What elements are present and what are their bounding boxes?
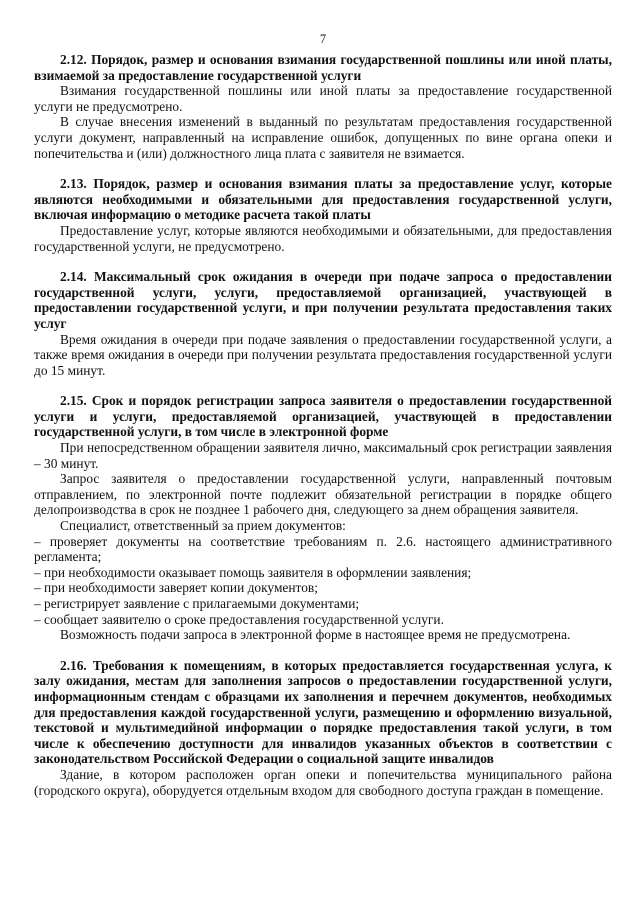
paragraph: Здание, в котором расположен орган опеки и попечительства муниципального района (городского округа), оборудуется отдельным входом для свободного доступа граждан в помещение. — [34, 766, 612, 798]
list-item: – при необходимости заверяет копии документов; — [34, 580, 318, 596]
section-2-16 — [34, 658, 612, 798]
paragraph: В случае внесения изменений в выданный по результатам предоставления государственной услуги документ, направленный на исправление ошибок, допущенных по вине органа опеки и попечительства и (или) должностного лица плата с заявителя не взимается. — [34, 114, 612, 161]
list-item: – проверяет документы на соответствие требованиям п. 2.6. настоящего административного регламента; — [34, 533, 612, 565]
page-number: 7 — [319, 32, 327, 46]
section-heading: 2.15. Срок и порядок регистрации запроса заявителя о предоставлении государственной услуги и услуги, предоставляемой организацией, участвующей в предоставлении государственной услуги, в том числе в электронной форме — [34, 393, 612, 440]
paragraph: Возможность подачи запроса в электронной форме в настоящее время не предусмотрена. — [60, 627, 571, 643]
paragraph: Специалист, ответственный за прием документов: — [60, 518, 346, 534]
section-2-12 — [34, 52, 612, 161]
paragraph: Запрос заявителя о предоставлении государственной услуги, направленный почтовым отправлением, по электронной почте подлежит обязательной регистрации в порядке общего делопроизводства в срок не позднее 1 рабочего дня, следующего за днем обращения заявителя. — [34, 471, 612, 518]
section-heading: 2.13. Порядок, размер и основания взимания платы за предоставление услуг, которые являются необходимыми и обязательными для предоставления государственной услуги, включая информацию о методике расчета такой платы — [34, 176, 612, 223]
section-2-14 — [34, 269, 612, 378]
section-2-13 — [34, 176, 612, 254]
paragraph: Предоставление услуг, которые являются необходимыми и обязательными, для предоставления государственной услуги, не предусмотрено. — [34, 222, 612, 254]
paragraph: При непосредственном обращении заявителя лично, максимальный срок регистрации заявления – 30 минут. — [34, 440, 612, 471]
list-item: – сообщает заявителю о сроке предоставления государственной услуги. — [34, 611, 444, 627]
list-item: – регистрирует заявление с прилагаемыми документами; — [34, 596, 360, 611]
paragraph: Взимания государственной пошлины или иной платы за предоставление государственной услуги не предусмотрено. — [34, 83, 612, 114]
section-2-15 — [34, 393, 612, 643]
section-heading: 2.12. Порядок, размер и основания взимания государственной пошлины или иной платы, взимаемой за предоставление государственной услуги — [34, 52, 612, 83]
paragraph: Время ожидания в очереди при подаче заявления о предоставлении государственной услуги, а также время ожидания в очереди при получении результата предоставления государственной услуги до 15 минут. — [34, 331, 612, 378]
section-heading: 2.14. Максимальный срок ожидания в очереди при подаче запроса о предоставлении государственной услуги, услуги, предоставляемой организацией, участвующей в предоставлении государственной услуги, и при получении результата предоставления таких услуг — [34, 269, 612, 331]
list-item: – при необходимости оказывает помощь заявителя в оформлении заявления; — [34, 564, 472, 580]
section-heading: 2.16. Требования к помещениям, в которых предоставляется государственная услуга, к залу ожидания, местам для заполнения запросов о предоставлении государственной услуги, информационным стендам с образцами их заполнения и перечнем документов, необходимых для предоставления каждой государственной услуги, размещению и оформлению визуальной, текстовой и мультимедийной информации о порядке предоставления такой услуги, в том числе к обеспечению доступности для инвалидов указанных объектов в соответствии с законодательством Российской Федерации о социальной защите инвалидов — [34, 657, 612, 767]
